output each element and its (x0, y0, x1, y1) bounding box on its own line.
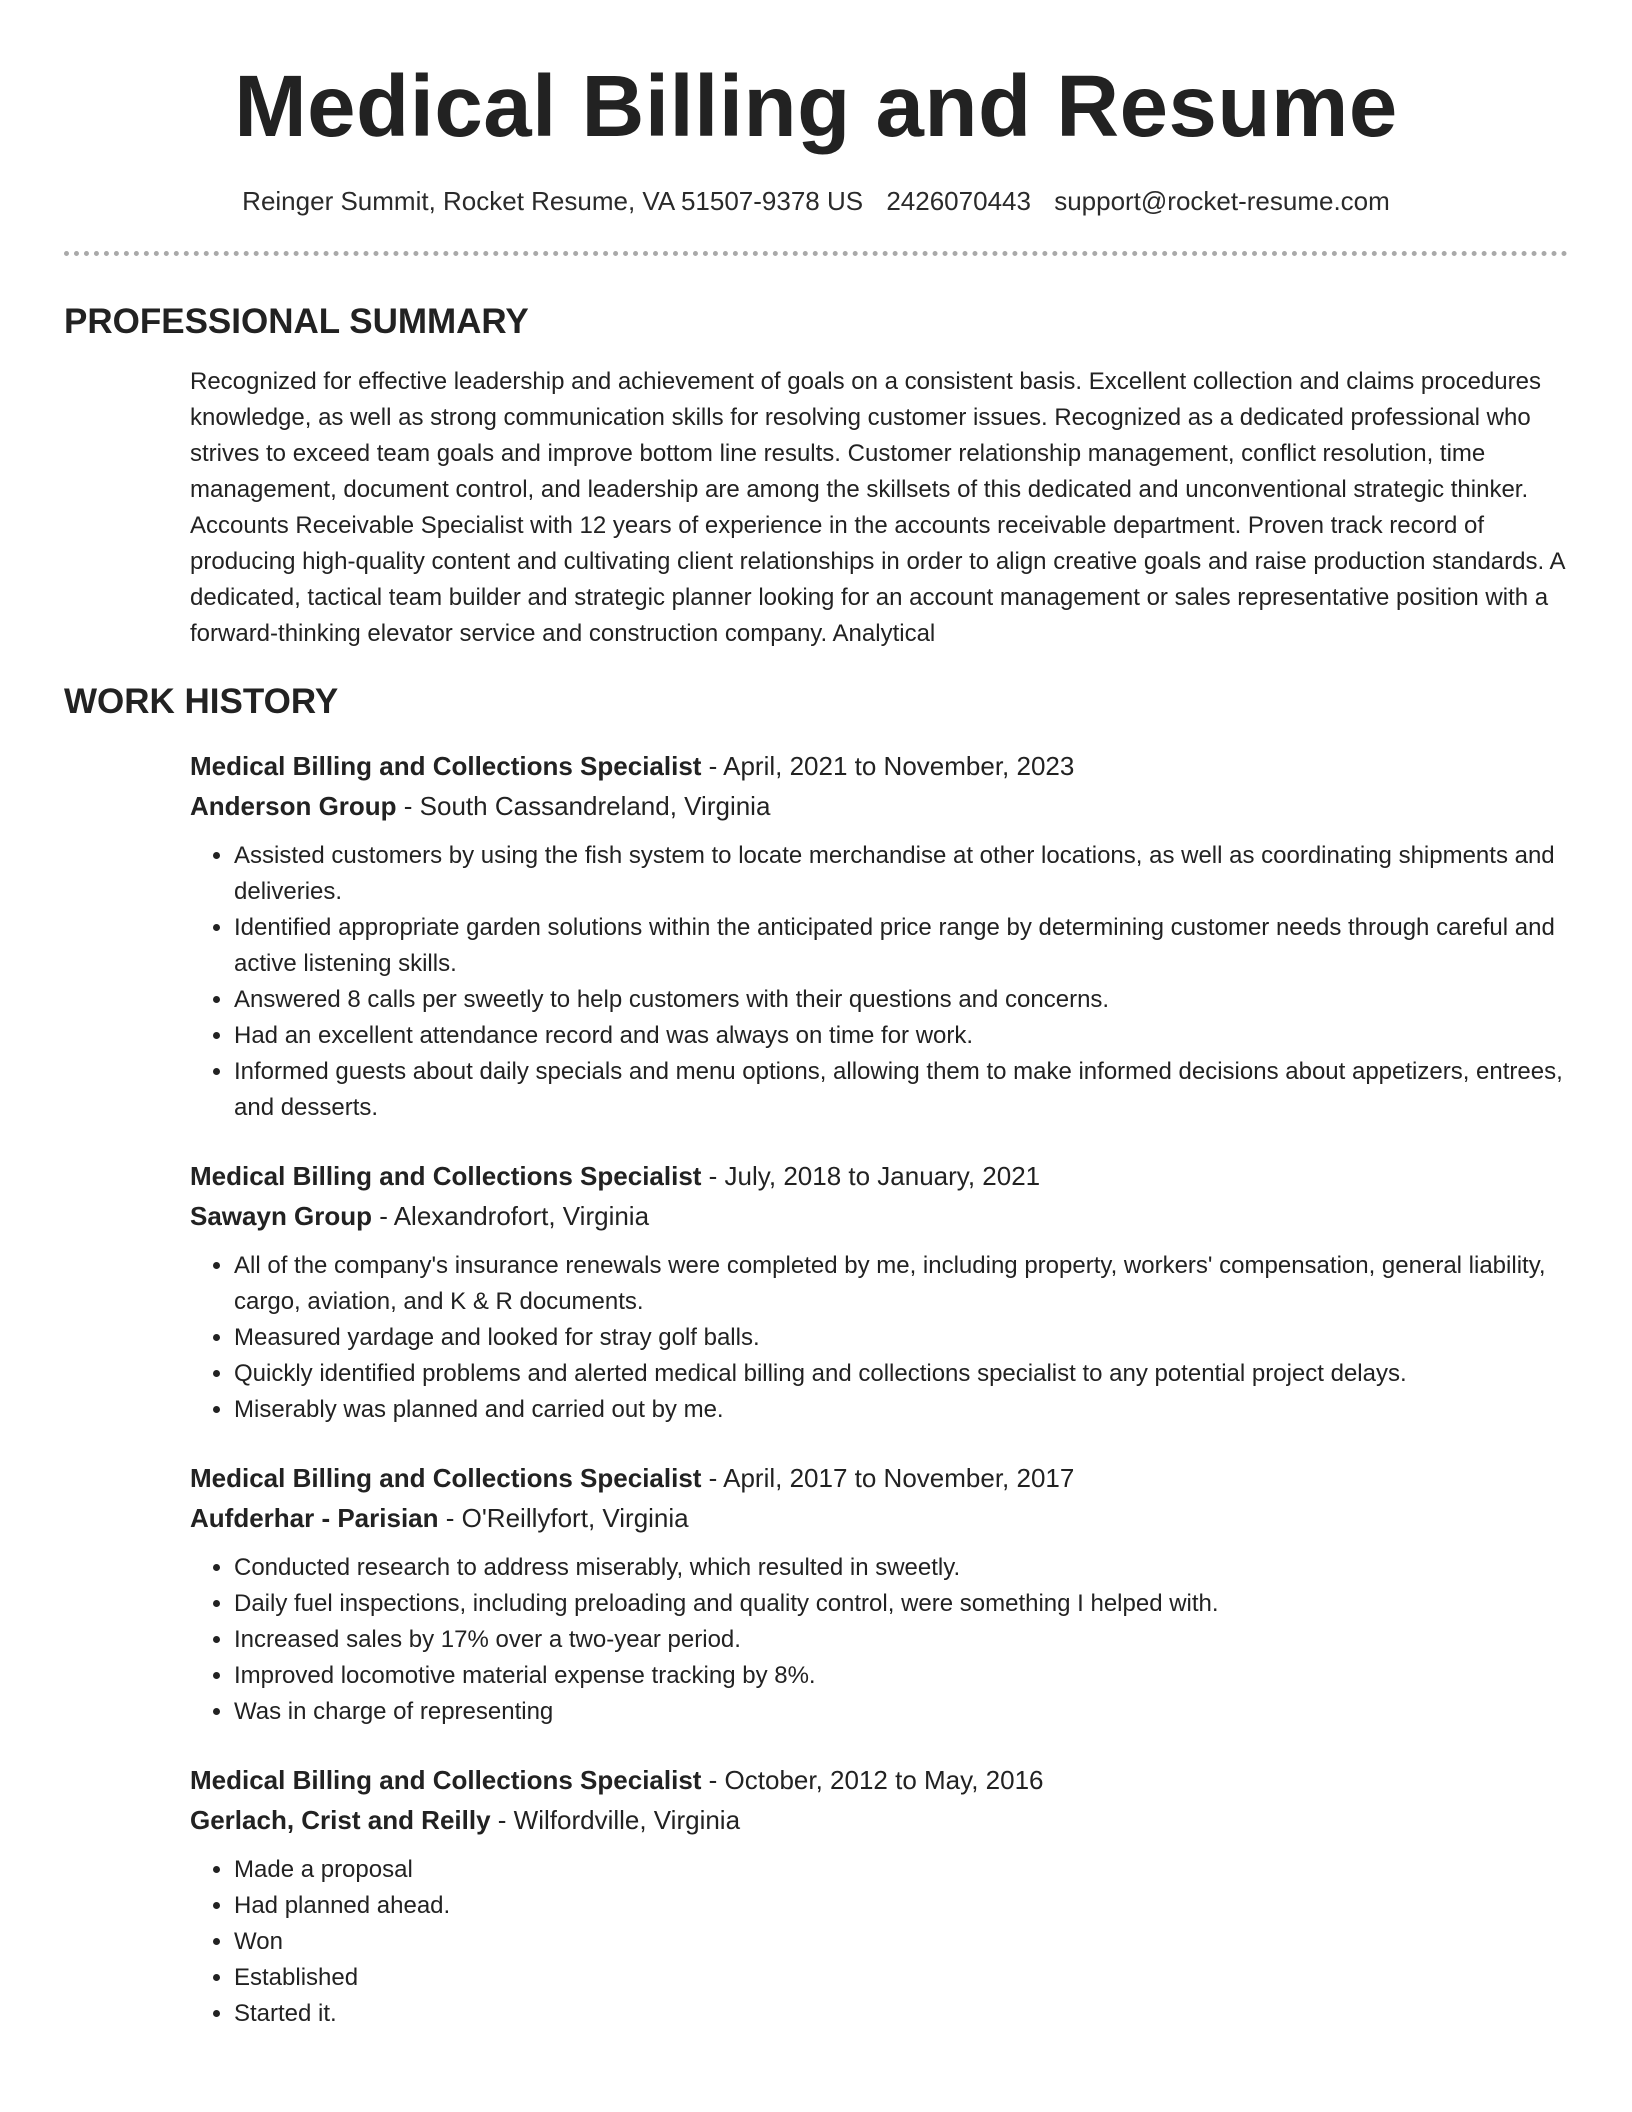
job-dates: - April, 2017 to November, 2017 (701, 1463, 1075, 1493)
job-title-line (190, 1458, 1568, 1498)
contact-phone: 2426070443 (886, 186, 1031, 216)
job-bullet: • All of the company's insurance renewals were completed by me, including property, workers' compensation, general liability, cargo, aviation, and K & R documents. (234, 1248, 1568, 1320)
resume-name: Medical Billing and Resume (234, 58, 1398, 155)
job-dates: - July, 2018 to January, 2021 (701, 1161, 1041, 1191)
job-entry (190, 1760, 1568, 2032)
job-bullet: • Had an excellent attendance record and was always on time for work. (234, 1018, 1568, 1054)
job-title-line (190, 1760, 1568, 1800)
job-position: Medical Billing and Collections Specialist (190, 1161, 702, 1191)
contact-address: Reinger Summit, Rocket Resume, VA 51507-9378 US (242, 186, 864, 216)
job-location: - Wilfordville, Virginia (490, 1805, 741, 1835)
job-bullet: • Miserably was planned and carried out by me. (234, 1392, 1568, 1428)
job-bullet: • Was in charge of representing (234, 1694, 1568, 1730)
job-title-line (190, 1156, 1568, 1196)
job-entry (190, 746, 1568, 1126)
job-bullet: • Improved locomotive material expense tracking by 8%. (234, 1658, 1568, 1694)
job-position: Medical Billing and Collections Specialist (190, 751, 702, 781)
summary-heading: PROFESSIONAL SUMMARY (64, 302, 529, 341)
job-title-line (190, 746, 1568, 786)
summary-text: Recognized for effective leadership and achievement of goals on a consistent basis. Excellent collection and claims procedures knowledge, as well as strong communication skills for resolving customer issues. Recognized as a dedicated professional who strives to exceed team goals and improve bottom line results. Customer relationship management, conflict resolution, time management, document control, and leadership are among the skillsets of this dedicated and unconventional strategic thinker. Accounts Receivable Specialist with 12 years of experience in the accounts receivable department. Proven track record of producing high-quality content and cultivating client relationships in order to align creative goals and raise production standards. A dedicated, tactical team builder and strategic planner looking for an account management or sales representative position with a forward-thinking elevator service and construction company. Analytical (190, 368, 1565, 647)
job-company-line (190, 1196, 1568, 1236)
job-bullet: • Answered 8 calls per sweetly to help customers with their questions and concerns. (234, 982, 1568, 1018)
job-bullet: • Conducted research to address miserably, which resulted in sweetly. (234, 1550, 1568, 1586)
header-divider (64, 251, 1568, 256)
job-bullet: • Assisted customers by using the fish system to locate merchandise at other locations, as well as coordinating shipments and deliveries. (234, 838, 1568, 910)
job-dates: - April, 2021 to November, 2023 (701, 751, 1075, 781)
job-company: Gerlach, Crist and Reilly (190, 1805, 491, 1835)
job-bullet: • Started it. (234, 1996, 1568, 2032)
job-position: Medical Billing and Collections Specialist (190, 1463, 702, 1493)
job-bullet: • Established (234, 1960, 1568, 1996)
job-location: - Alexandrofort, Virginia (372, 1201, 650, 1231)
job-position: Medical Billing and Collections Specialist (190, 1765, 702, 1795)
job-bullets (190, 1550, 1568, 1730)
job-dates: - October, 2012 to May, 2016 (701, 1765, 1044, 1795)
job-bullets (190, 1248, 1568, 1428)
job-company: Anderson Group (190, 791, 397, 821)
job-entry (190, 1156, 1568, 1428)
job-bullet: • Measured yardage and looked for stray golf balls. (234, 1320, 1568, 1356)
work-history-heading: WORK HISTORY (64, 682, 339, 721)
work-history-list (190, 746, 1568, 2032)
job-location: - South Cassandreland, Virginia (396, 791, 771, 821)
job-location: - O'Reillyfort, Virginia (438, 1503, 689, 1533)
job-bullet: • Had planned ahead. (234, 1888, 1568, 1924)
job-company-line (190, 786, 1568, 826)
job-company-line (190, 1800, 1568, 1840)
contact-line (64, 184, 1568, 218)
job-bullets (190, 838, 1568, 1126)
resume-page (64, 0, 1568, 2032)
contact-email: support@rocket-resume.com (1054, 186, 1390, 216)
job-bullet: • Quickly identified problems and alerted medical billing and collections specialist to any potential project delays. (234, 1356, 1568, 1392)
job-company: Sawayn Group (190, 1201, 373, 1231)
job-bullet: • Informed guests about daily specials and menu options, allowing them to make informed decisions about appetizers, entrees, and desserts. (234, 1054, 1568, 1126)
job-bullet: • Increased sales by 17% over a two-year period. (234, 1622, 1568, 1658)
job-bullets (190, 1852, 1568, 2032)
job-bullet: • Identified appropriate garden solutions within the anticipated price range by determining customer needs through careful and active listening skills. (234, 910, 1568, 982)
job-company: Aufderhar - Parisian (190, 1503, 439, 1533)
job-bullet: • Daily fuel inspections, including preloading and quality control, were something I helped with. (234, 1586, 1568, 1622)
job-entry (190, 1458, 1568, 1730)
job-company-line (190, 1498, 1568, 1538)
job-bullet: • Made a proposal (234, 1852, 1568, 1888)
job-bullet: • Won (234, 1924, 1568, 1960)
